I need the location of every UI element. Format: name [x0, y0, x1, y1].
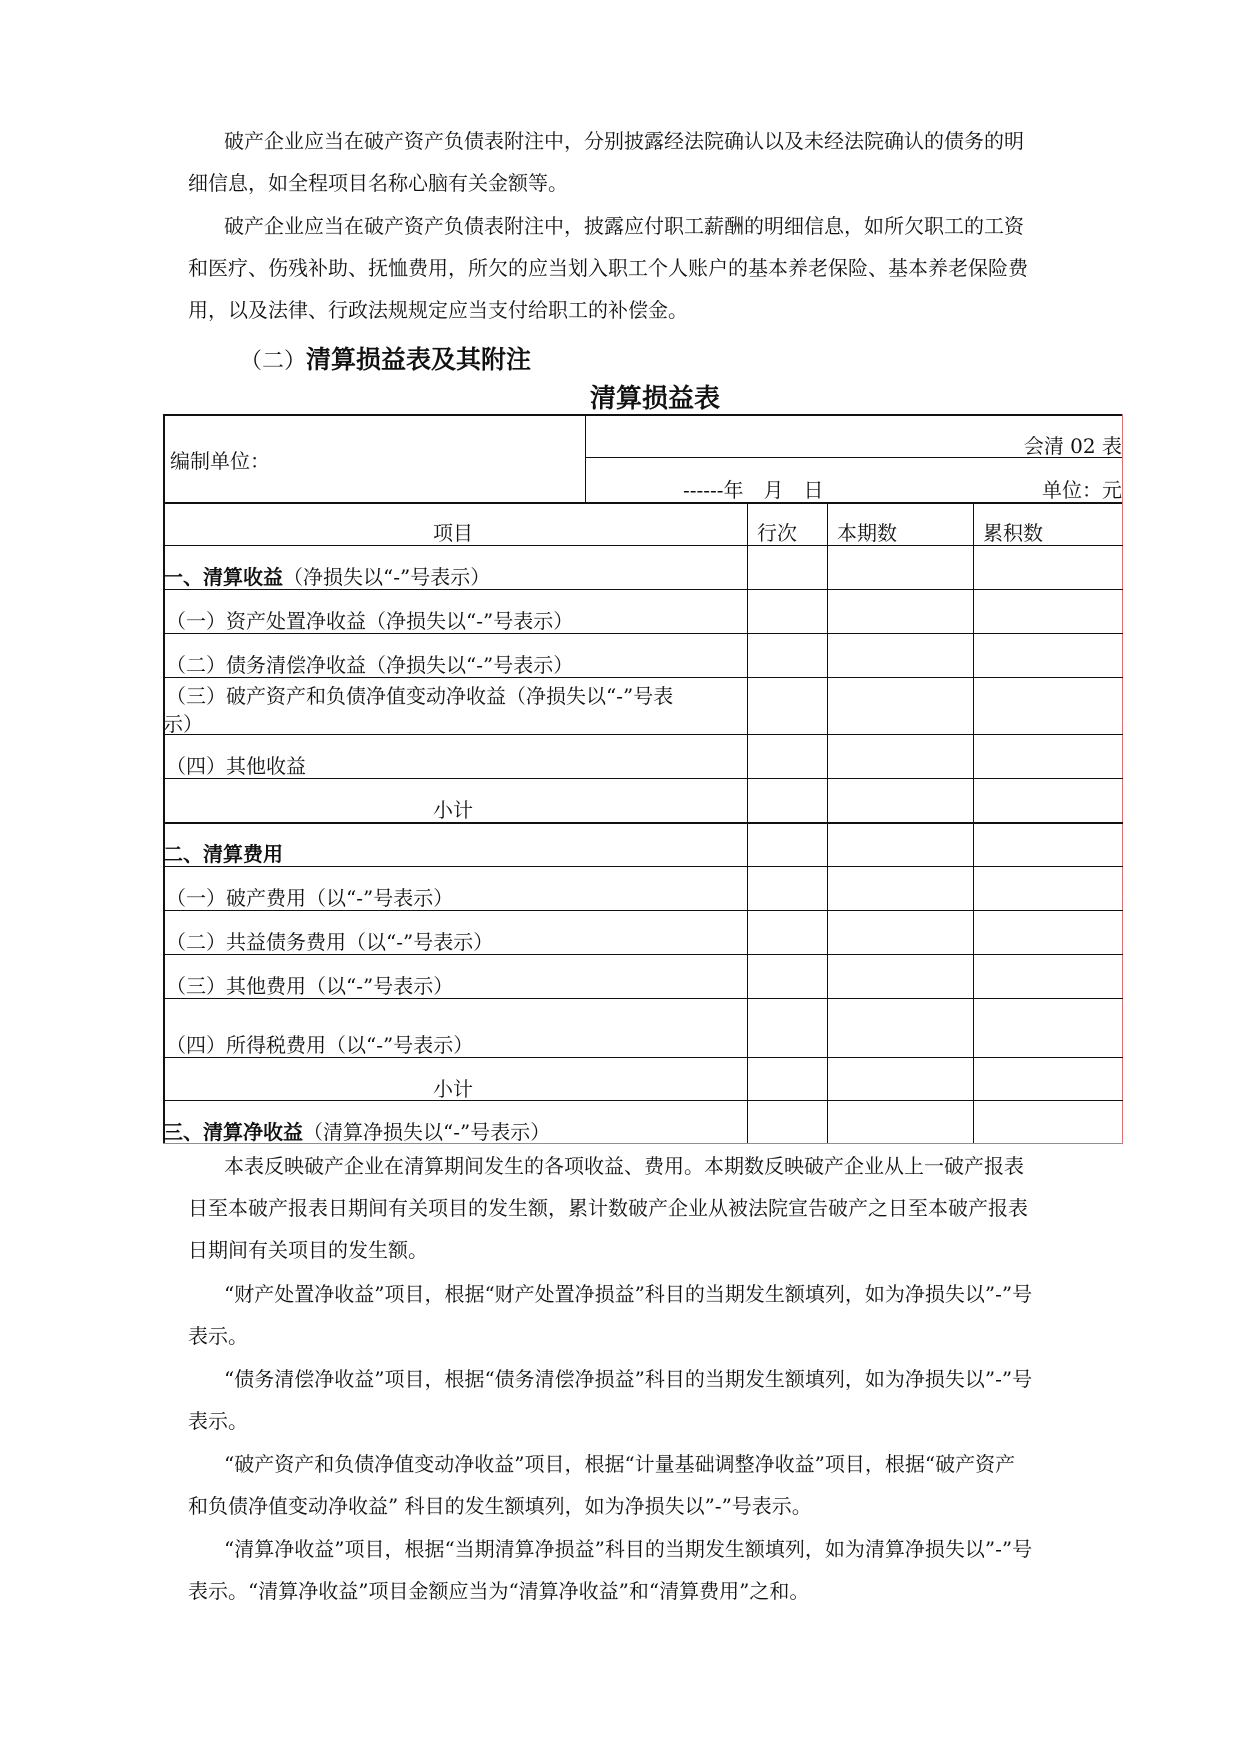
row-text: （清算净损失以“-”号表示） — [303, 1120, 551, 1144]
form-code: 会清 02 表 — [1023, 434, 1122, 458]
intro-line: 和医疗、伤残补助、抚恤费用，所欠的应当划入职工个人账户的基本养老保险、基本养老保险费 — [188, 256, 1028, 280]
note-paragraph-3 — [188, 1358, 1123, 1442]
unit-label: 单位：元 — [1042, 478, 1122, 502]
table-row: （一）破产费用（以“-”号表示） — [166, 886, 454, 910]
table-row: （三）其他费用（以“-”号表示） — [166, 974, 454, 998]
note-paragraph-4 — [188, 1443, 1123, 1527]
note-line: 和负债净值变动净收益” 科目的发生额填列，如为净损失以”-”号表示。 — [188, 1494, 812, 1518]
table-row-continued: 示） — [163, 712, 203, 736]
intro-line: 破产企业应当在破产资产负债表附注中，分别披露经法院确认以及未经法院确认的债务的明 — [224, 129, 1024, 153]
note-line: 日至本破产报表日期间有关项目的发生额，累计数破产企业从被法院宣告破产之日至本破产报表 — [188, 1196, 1028, 1220]
table-row — [163, 561, 490, 590]
row-heading: 二、清算费用 — [163, 842, 283, 866]
table-row: （二）债务清偿净收益（净损失以“-”号表示） — [166, 653, 574, 677]
note-line: 表示。“清算净收益”项目金额应当为“清算净收益”和“清算费用”之和。 — [188, 1579, 810, 1603]
row-heading: 三、清算净收益 — [163, 1120, 303, 1144]
intro-line: 破产企业应当在破产资产负债表附注中，披露应付职工薪酬的明细信息，如所欠职工的工资 — [224, 214, 1024, 238]
note-paragraph-2 — [188, 1273, 1123, 1357]
subtotal-label: 小计 — [433, 1077, 473, 1101]
section-title: 清算损益表及其附注 — [306, 345, 532, 374]
intro-line: 细信息，如全程项目名称心脑有关金额等。 — [188, 171, 568, 195]
note-line: “破产资产和负债净值变动净收益”项目，根据“计量基础调整净收益”项目，根据“破产资产 — [224, 1452, 1016, 1476]
section-number: （二） — [240, 349, 307, 374]
table-row: （一）资产处置净收益（净损失以“-”号表示） — [166, 609, 574, 633]
note-line: 日期间有关项目的发生额。 — [188, 1238, 428, 1262]
row-text: （净损失以“-”号表示） — [283, 565, 491, 589]
header-current: 本期数 — [837, 521, 897, 545]
table-row — [163, 1116, 550, 1145]
note-line: 本表反映破产企业在清算期间发生的各项收益、费用。本期数反映破产企业从上一破产报表 — [224, 1154, 1024, 1178]
table-row: （四）其他收益 — [166, 754, 306, 778]
table-row: （三）破产资产和负债净值变动净收益（净损失以“-”号表 — [166, 684, 674, 708]
prepared-by-label: 编制单位： — [170, 449, 270, 473]
note-paragraph-1 — [188, 1145, 1123, 1271]
row-heading: 一、清算收益 — [163, 565, 283, 589]
note-line: 表示。 — [188, 1409, 248, 1433]
note-line: “财产处置净收益”项目，根据“财产处置净损益”科目的当期发生额填列，如为净损失以”-”号 — [224, 1282, 1033, 1306]
header-line-no: 行次 — [757, 521, 797, 545]
table-row: （四）所得税费用（以“-”号表示） — [166, 1033, 474, 1057]
date-line: ------年 月 日 — [683, 478, 824, 502]
header-item: 项目 — [433, 521, 473, 545]
table-row: （二）共益债务费用（以“-”号表示） — [166, 930, 494, 954]
note-line: “清算净收益”项目，根据“当期清算净损益”科目的当期发生额填列，如为清算净损失以”-”号 — [224, 1537, 1033, 1561]
table-title: 清算损益表 — [590, 384, 721, 414]
intro-line: 用，以及法律、行政法规规定应当支付给职工的补偿金。 — [188, 298, 688, 322]
header-cumulative: 累积数 — [983, 521, 1043, 545]
note-line: “债务清偿净收益”项目，根据“债务清偿净损益”科目的当期发生额填列，如为净损失以”-”号 — [224, 1367, 1033, 1391]
subtotal-label: 小计 — [433, 798, 473, 822]
table-row — [163, 838, 283, 867]
note-paragraph-5 — [188, 1528, 1123, 1612]
note-line: 表示。 — [188, 1324, 248, 1348]
